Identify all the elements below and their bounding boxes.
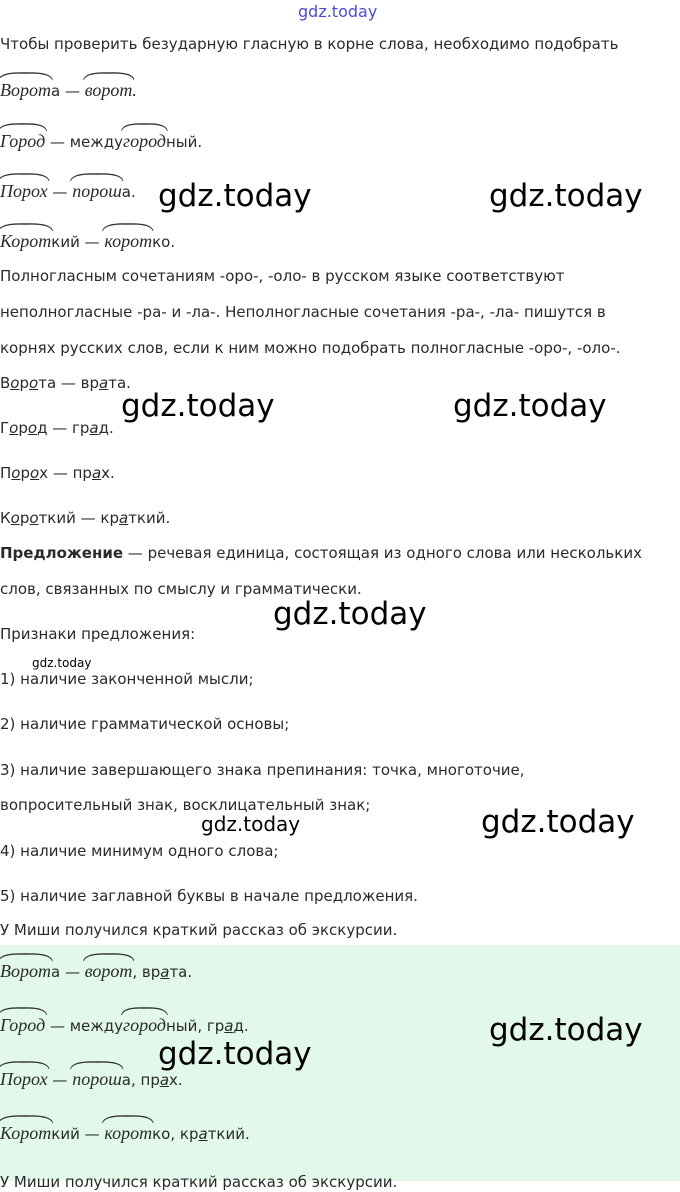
sign-item: 5) наличие заглавной буквы в начале предложения. xyxy=(0,887,418,905)
signs-title: Признаки предложения: xyxy=(0,625,196,643)
answer-row: Ворота — ворот, врата. xyxy=(0,961,192,982)
word-root-marked: порош xyxy=(72,181,122,201)
watermark: gdz.today xyxy=(32,656,92,670)
word-root-marked: ворот xyxy=(85,961,133,981)
word-root-marked: Порох xyxy=(0,181,48,201)
story-line: У Миши получился краткий рассказ об экскурсии. xyxy=(0,921,398,939)
rule-paragraph-line: неполногласные -ра- и -ла-. Неполногласные сочетания -ра-, -ла- пишутся в xyxy=(0,303,606,321)
watermark: gdz.today xyxy=(453,388,607,424)
watermark: gdz.today xyxy=(489,178,643,214)
sign-item: 1) наличие законченной мысли; xyxy=(0,670,254,688)
answer-row: Короткий — коротко, краткий. xyxy=(0,1123,250,1144)
word-root-marked: Корот xyxy=(0,1123,51,1143)
watermark: gdz.today xyxy=(273,596,427,632)
check-word-row: Ворота — ворот. xyxy=(0,80,137,101)
word-root-marked: корот xyxy=(104,1123,152,1143)
watermark: gdz.today xyxy=(158,1036,312,1072)
pair-row: Ворота — врата. xyxy=(0,374,131,392)
definition-term: Предложение xyxy=(0,544,124,562)
sign-item: 4) наличие минимум одного слова; xyxy=(0,842,279,860)
word-root-marked: Город xyxy=(0,1015,45,1035)
check-word-row: Короткий — коротко. xyxy=(0,231,175,252)
answer-row: Порох — пороша, прах. xyxy=(0,1069,183,1090)
rule-paragraph-line: Полногласным сочетаниям -оро-, -оло- в русском языке соответствуют xyxy=(0,267,565,285)
watermark: gdz.today xyxy=(481,804,635,840)
check-word-row: Город — между городный. xyxy=(0,131,202,152)
check-word-row: Порох — пороша. xyxy=(0,181,136,202)
word-root-marked: порош xyxy=(72,1069,122,1089)
definition-line: Предложение — речевая единица, состоящая из одного слова или нескольких xyxy=(0,544,642,562)
word-root-marked: Корот xyxy=(0,231,51,251)
word-root-marked: город xyxy=(123,1015,166,1035)
word-root-marked: ворот xyxy=(85,80,133,100)
answer-row: Город — между городный, град. xyxy=(0,1015,249,1036)
word-root-marked: Ворот xyxy=(0,961,51,981)
intro-text: Чтобы проверить безударную гласную в корне слова, необходимо подобрать xyxy=(0,35,619,53)
word-root-marked: Город xyxy=(0,131,45,151)
rule-paragraph-line: корнях русских слов, если к ним можно подобрать полногласные -оро-, -оло-. xyxy=(0,339,621,357)
sign-item: 2) наличие грамматической основы; xyxy=(0,715,290,733)
watermark: gdz.today xyxy=(489,1012,643,1048)
pair-row: Короткий — краткий. xyxy=(0,509,171,527)
watermark: gdz.today xyxy=(121,388,275,424)
watermark: gdz.today xyxy=(201,812,301,836)
word-root-marked: Порох xyxy=(0,1069,48,1089)
definition-line: слов, связанных по смыслу и грамматически. xyxy=(0,580,362,598)
word-root-marked: Ворот xyxy=(0,80,51,100)
story-line-cut: У Миши получился краткий рассказ об экскурсии. xyxy=(0,1173,398,1191)
sign-item: вопросительный знак, восклицательный знак; xyxy=(0,796,371,814)
sign-item: 3) наличие завершающего знака препинания: точка, многоточие, xyxy=(0,761,525,779)
word-root-marked: корот xyxy=(104,231,152,251)
pair-row: Порох — прах. xyxy=(0,464,115,482)
word-root-marked: город xyxy=(123,131,166,151)
watermark-top: gdz.today xyxy=(298,2,378,21)
watermark: gdz.today xyxy=(158,178,312,214)
pair-row: Город — град. xyxy=(0,419,114,437)
